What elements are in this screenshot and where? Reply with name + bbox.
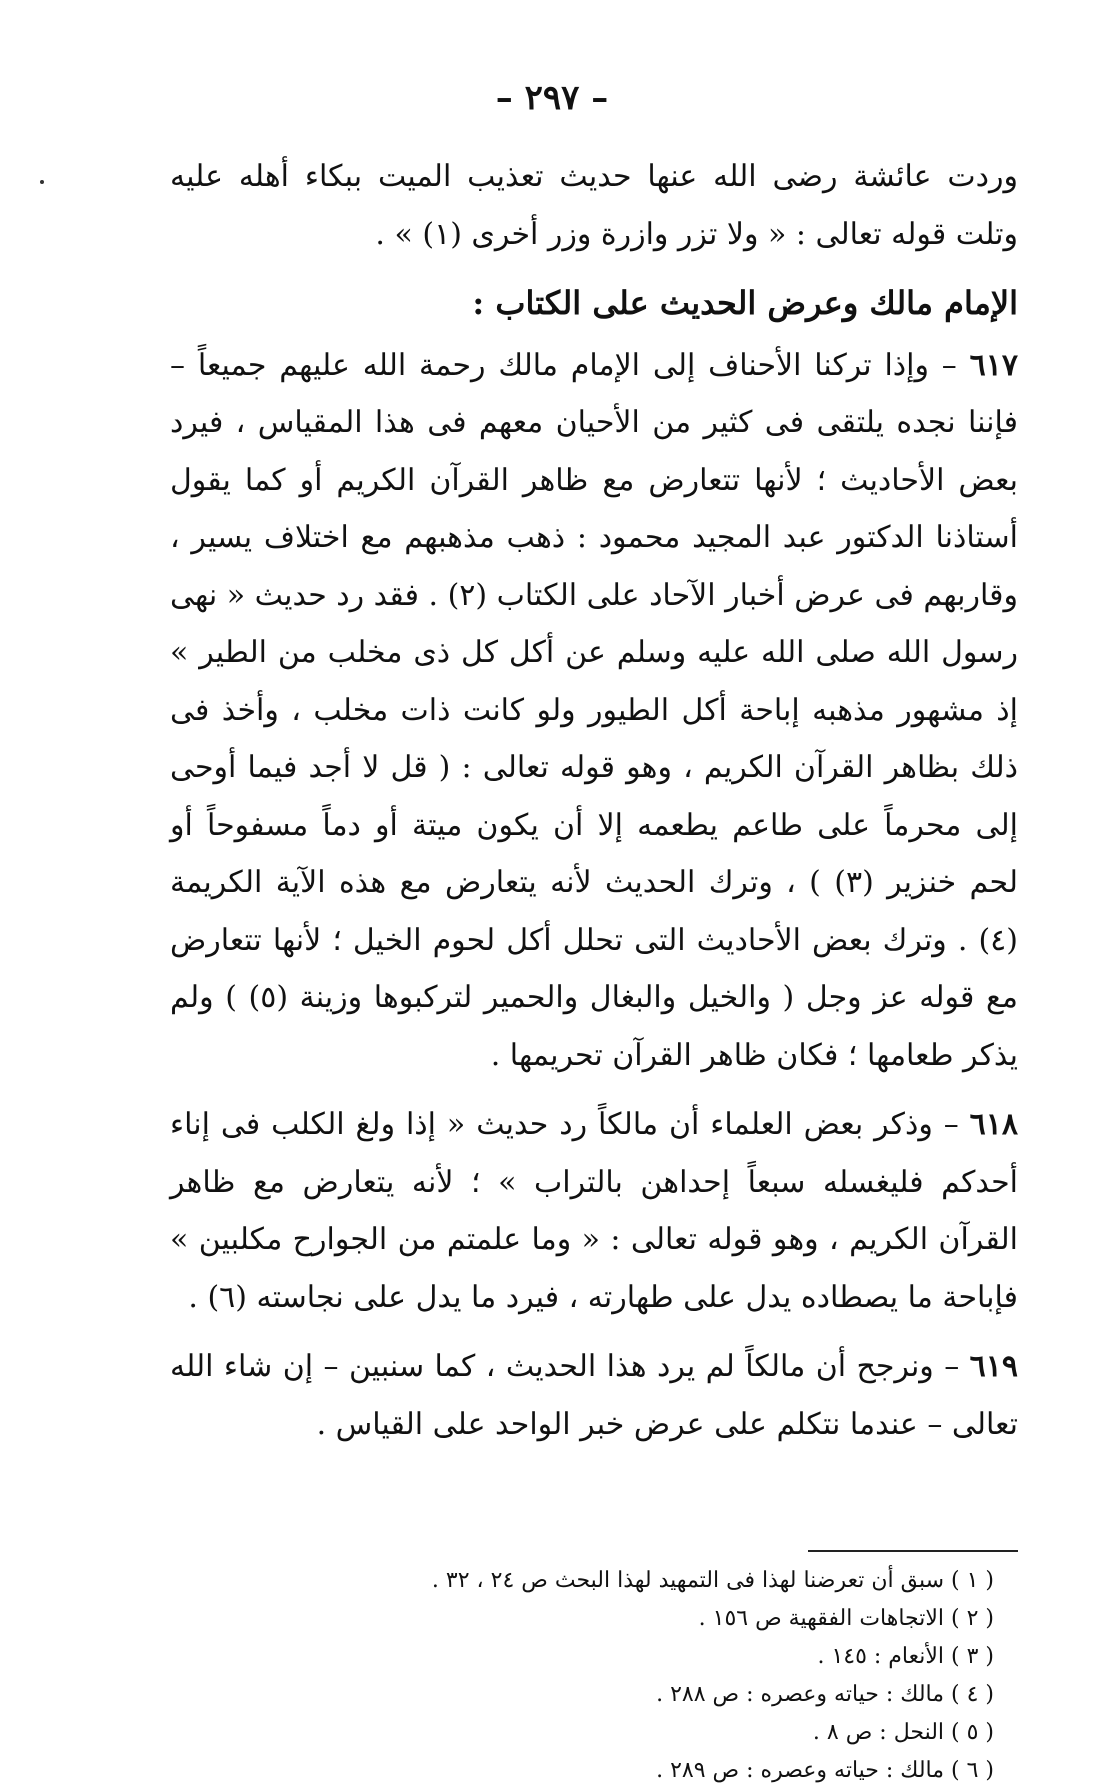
paragraph-text: – وإذا تركنا الأحناف إلى الإمام مالك رحمة الله عليهم جميعاً – فإننا نجده يلتقى فى كثير من الأحيان معهم فى هذا المقياس ، فيرد بعض الأحاديث ؛ لأنها تتعارض مع ظاهر القرآن الكريم أو كما يقول أستاذنا الدكتور عبد المجيد محمود : ذهب مذهبهم مع اختلاف يسير ، وقاربهم فى عرض أخبار الآحاد على الكتاب (٢) . فقد رد حديث « نهى رسول الله صلى الله عليه وسلم عن أكل كل ذى مخلب من الطير » إذ مشهور مذهبه إباحة أكل الطيور ولو كانت ذات مخلب ، وأخذ فى ذلك بظاهر القرآن الكريم ، وهو قوله تعالى : ( قل لا أجد فيما أوحى إلى محرماً على طاعم يطعمه إلا أن يكون ميتة أو دماً مسفوحاً أو لحم خنزير (٣) ) ، وترك الحديث لأنه يتعارض مع هذه الآية الكريمة (٤) . وترك بعض الأحاديث التى تحلل أكل لحوم الخيل ؛ لأنها تتعارض مع قوله عز وجل ( والخيل والبغال والحمير لتركبوها وزينة (٥) ) ولم يذكر طعامها ؛ فكان ظاهر القرآن تحريمها .	[170, 347, 1018, 1073]
paragraph-number: ٦١٨	[969, 1107, 1018, 1142]
intro-paragraph: وردت عائشة رضى الله عنها حديث تعذيب الميت ببكاء أهله عليه وتلت قوله تعالى : « ولا تزر وازرة وزر أخرى (١) » .	[170, 159, 1018, 252]
paragraph-618	[170, 1096, 1018, 1326]
page-number: – ٢٩٧ –	[495, 78, 609, 118]
paragraph-number: ٦١٩	[969, 1349, 1018, 1384]
paragraph-text: – ونرجح أن مالكاً لم يرد هذا الحديث ، كما سنبين – إن شاء الله تعالى – عندما نتكلم على عرض خبر الواحد على القياس .	[170, 1349, 1018, 1442]
paragraph-617	[170, 337, 1018, 1085]
footnote-item: ( ٦ ) مالك : حياته وعصره : ص ٢٨٩ .	[656, 1758, 994, 1783]
footnote-item: ( ٤ ) مالك : حياته وعصره : ص ٢٨٨ .	[656, 1682, 994, 1707]
paragraph-619	[170, 1338, 1018, 1453]
footnote-item: ( ٢ ) الاتجاهات الفقهية ص ١٥٦ .	[698, 1606, 994, 1631]
footnotes-list	[294, 1562, 994, 1790]
scan-speck	[40, 180, 44, 184]
footnote-divider	[808, 1550, 1018, 1552]
paragraph-number: ٦١٧	[969, 347, 1018, 383]
main-text	[170, 148, 1018, 1453]
footnote-item: ( ١ ) سبق أن تعرضنا لهذا فى التمهيد لهذا البحث ص ٢٤ ، ٣٢ .	[431, 1568, 994, 1593]
paragraph-text: – وذكر بعض العلماء أن مالكاً رد حديث « إذا ولغ الكلب فى إناء أحدكم فليغسله سبعاً إحداهن بالتراب » ؛ لأنه يتعارض مع ظاهر القرآن الكريم ، وهو قوله تعالى : « وما علمتم من الجوارح مكلبين » فإباحة ما يصطاده يدل على طهارته ، فيرد ما يدل على نجاسته (٦) .	[170, 1107, 1018, 1315]
footnote-item: ( ٥ ) النحل : ص ٨ .	[812, 1720, 994, 1745]
section-heading: الإمام مالك وعرض الحديث على الكتاب :	[472, 284, 1018, 322]
footnote-item: ( ٣ ) الأنعام : ١٤٥ .	[817, 1644, 994, 1669]
